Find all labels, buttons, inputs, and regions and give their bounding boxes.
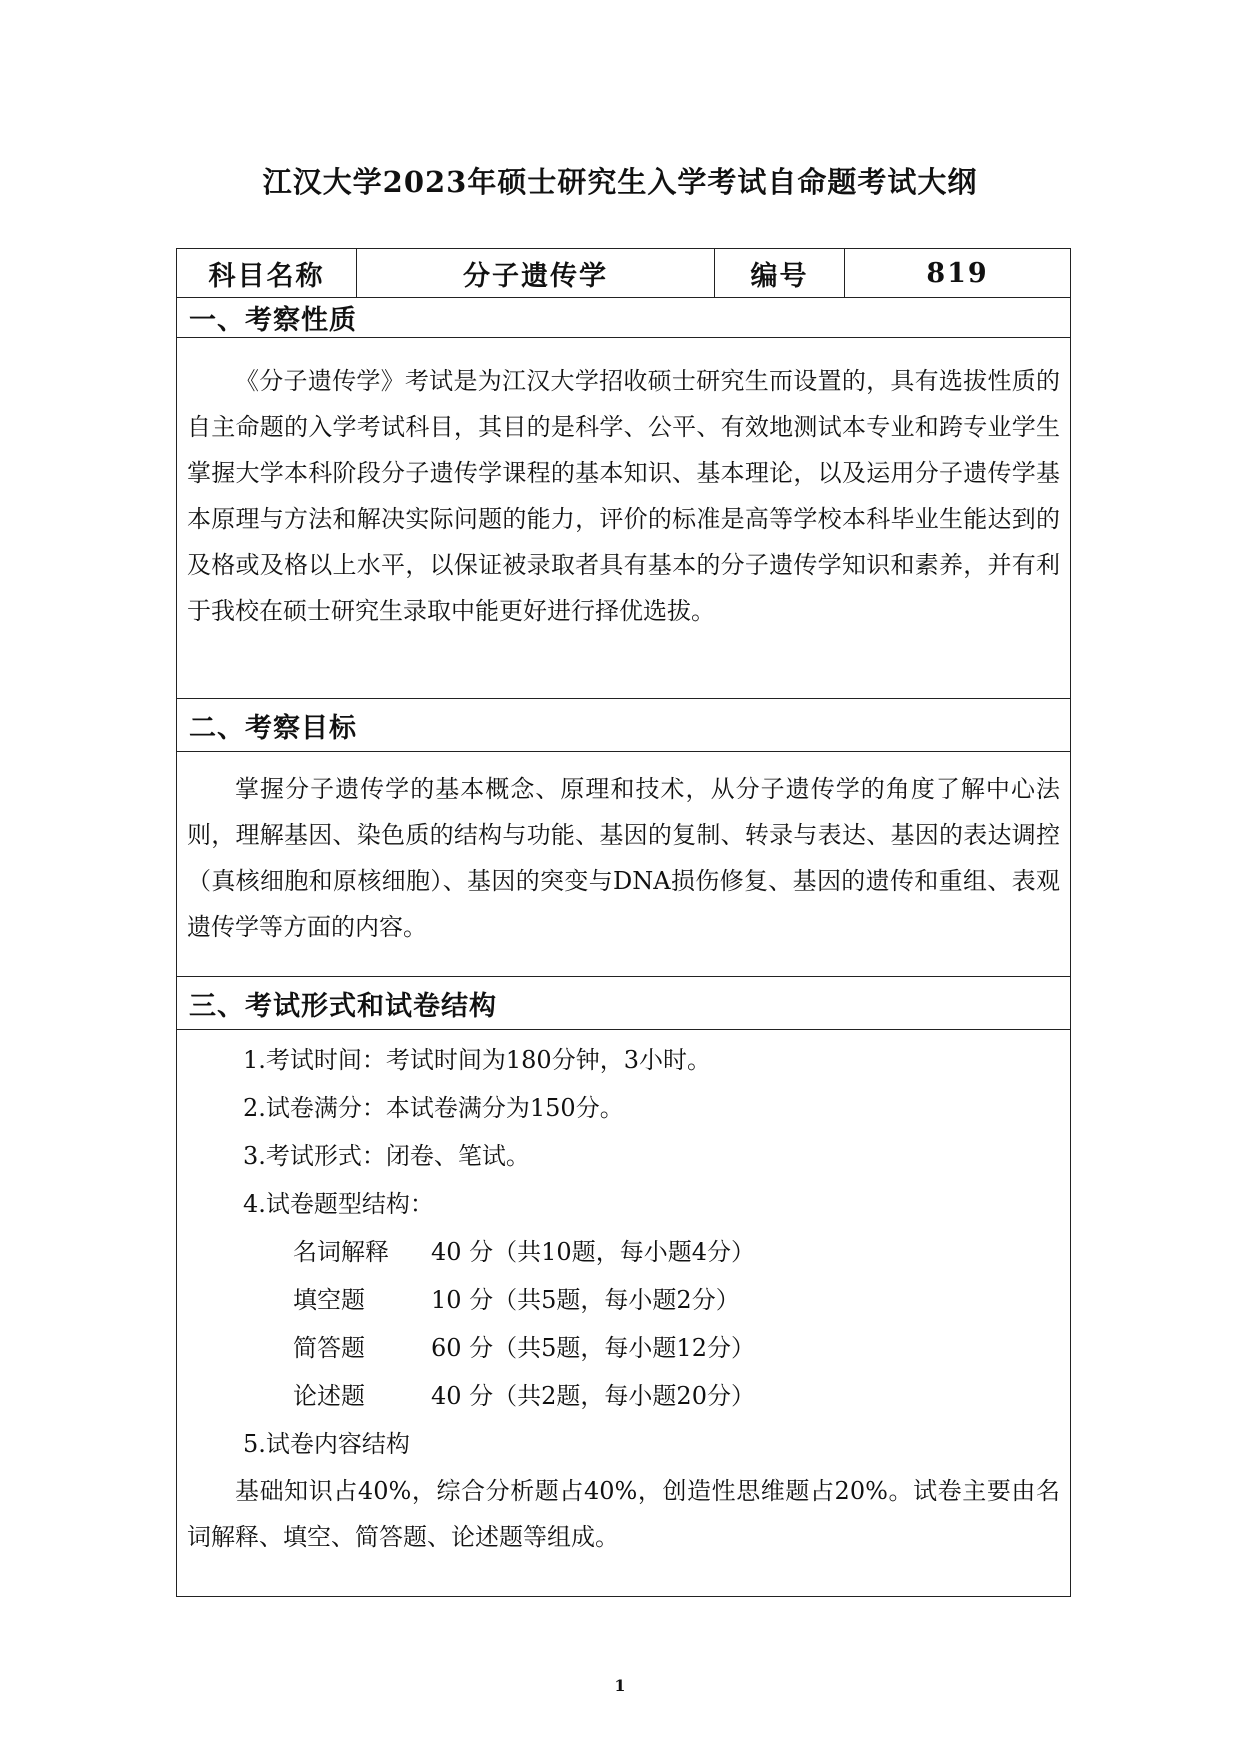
question-type-name: 填空题 xyxy=(293,1286,365,1314)
section1-body xyxy=(177,338,1071,699)
code-value: 819 xyxy=(845,249,1071,298)
question-type-detail: 60 分（共5题，每小题12分） xyxy=(431,1334,755,1362)
structure-title: 4.试卷题型结构： xyxy=(243,1190,434,1218)
section1-heading: 一、考察性质 xyxy=(177,298,1071,338)
section3-heading-row xyxy=(177,977,1071,1030)
question-type-row xyxy=(177,1276,1070,1324)
section1-heading-row xyxy=(177,298,1071,338)
question-type-row xyxy=(177,1324,1070,1372)
document-title: 江汉大学2023年硕士研究生入学考试自命题考试大纲 xyxy=(262,165,978,199)
question-type-row xyxy=(177,1228,1070,1276)
question-type-row xyxy=(177,1372,1070,1420)
section3-body xyxy=(177,1030,1071,1597)
section2-heading: 二、考察目标 xyxy=(177,699,1071,752)
subject-header-row xyxy=(177,249,1071,298)
syllabus-table xyxy=(176,248,1071,1597)
subject-value: 分子遗传学 xyxy=(357,249,715,298)
content-paragraph: 基础知识占40%，综合分析题占40%，创造性思维题占20%。试卷主要由名词解释、填空、简答题、论述题等组成。 xyxy=(187,1477,1060,1551)
exam-form: 3.考试形式：闭卷、笔试。 xyxy=(243,1142,530,1170)
section2-body xyxy=(177,752,1071,977)
section1-body-row xyxy=(177,338,1071,699)
question-type-name: 论述题 xyxy=(293,1382,365,1410)
subject-label: 科目名称 xyxy=(177,249,357,298)
question-type-detail: 40 分（共10题，每小题4分） xyxy=(431,1238,755,1266)
section2-heading-row xyxy=(177,699,1071,752)
exam-time: 1.考试时间：考试时间为180分钟，3小时。 xyxy=(243,1046,711,1074)
section2-paragraph: 掌握分子遗传学的基本概念、原理和技术，从分子遗传学的角度了解中心法则，理解基因、染色质的结构与功能、基因的复制、转录与表达、基因的表达调控（真核细胞和原核细胞）、基因的突变与DNA损伤修复、基因的遗传和重组、表观遗传学等方面的内容。 xyxy=(187,775,1060,941)
question-type-name: 名词解释 xyxy=(293,1238,389,1266)
code-label: 编号 xyxy=(715,249,845,298)
full-score: 2.试卷满分：本试卷满分为150分。 xyxy=(243,1094,624,1122)
content-title: 5.试卷内容结构 xyxy=(243,1430,410,1458)
question-type-detail: 40 分（共2题，每小题20分） xyxy=(431,1382,755,1410)
question-type-detail: 10 分（共5题，每小题2分） xyxy=(431,1286,740,1314)
section1-paragraph: 《分子遗传学》考试是为江汉大学招收硕士研究生而设置的，具有选拔性质的自主命题的入学考试科目，其目的是科学、公平、有效地测试本专业和跨专业学生掌握大学本科阶段分子遗传学课程的基本知识、基本理论，以及运用分子遗传学基本原理与方法和解决实际问题的能力，评价的标准是高等学校本科毕业生能达到的及格或及格以上水平，以保证被录取者具有基本的分子遗传学知识和素养，并有利于我校在硕士研究生录取中能更好进行择优选拔。 xyxy=(187,367,1060,625)
section3-body-row xyxy=(177,1030,1071,1597)
question-type-name: 简答题 xyxy=(293,1334,365,1362)
page-number: 1 xyxy=(614,1676,626,1695)
section2-body-row xyxy=(177,752,1071,977)
section3-heading: 三、考试形式和试卷结构 xyxy=(177,977,1071,1030)
